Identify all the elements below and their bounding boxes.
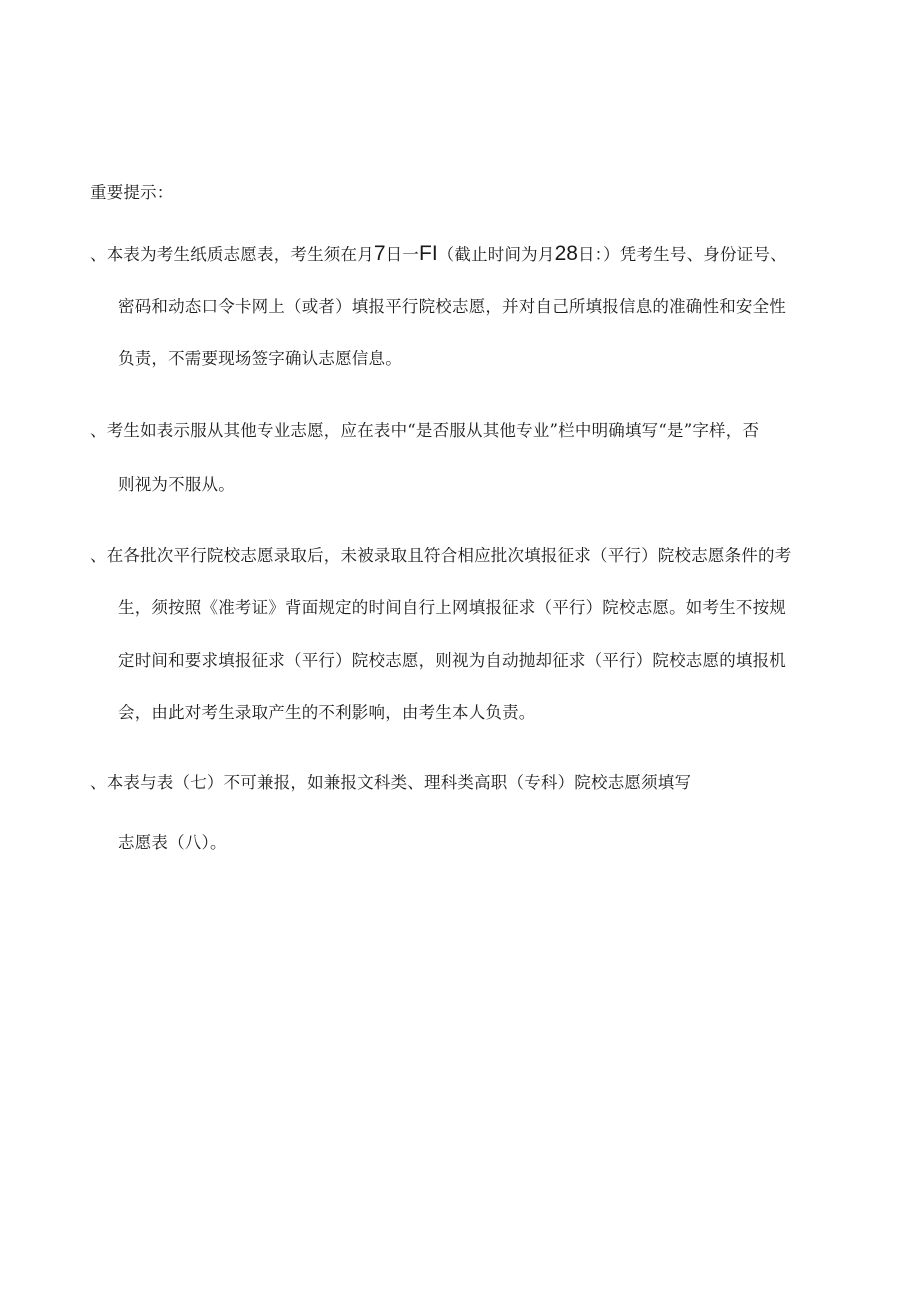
item-1-month-value: 7 [373, 242, 386, 265]
item-4-line-2: 志愿表（八）。 [118, 833, 227, 852]
item-4-line-1: 、本表与表（七）不可兼报，如兼报文科类、理科类高职（专科）院校志愿须填写 [90, 773, 692, 792]
item-1-text-e: （截止时间为月 [437, 245, 555, 264]
item-2-line-2: 则视为不服从。 [118, 475, 235, 494]
item-1-text-g: 日：）凭考生号、身份证号、 [577, 245, 787, 264]
item-3-line-1: 、在各批次平行院校志愿录取后，未被录取且符合相应批次填报征求（平行）院校志愿条件的考 [90, 546, 792, 565]
item-2-line-1: 、考生如表示服从其他专业志愿，应在表中“是否服从其他专业”栏中明确填写“是”字样，否 [90, 421, 760, 440]
item-3-line-2: 生，须按照《准考证》背面规定的时间自行上网填报征求（平行）院校志愿。如考生不按规 [118, 598, 786, 617]
item-3-line-3: 定时间和要求填报征求（平行）院校志愿，则视为自动抛却征求（平行）院校志愿的填报机 [118, 651, 786, 670]
item-1-line-3: 负责，不需要现场签字确认志愿信息。 [118, 349, 402, 368]
item-1-text-a: 、本表为考生纸质志愿表，考生须在月 [90, 245, 374, 264]
item-1-text-c: 日一 [385, 245, 419, 264]
item-1-garbled-text: FI [419, 242, 438, 265]
item-1-line-2: 密码和动态口令卡网上（或者）填报平行院校志愿，并对自己所填报信息的准确性和安全性 [118, 297, 786, 316]
item-1-line-1 [90, 243, 787, 266]
notice-title: 重要提示： [90, 183, 174, 202]
item-3-line-4: 会，由此对考生录取产生的不利影响，由考生本人负责。 [118, 703, 536, 722]
item-1-day-value: 28 [554, 242, 578, 265]
